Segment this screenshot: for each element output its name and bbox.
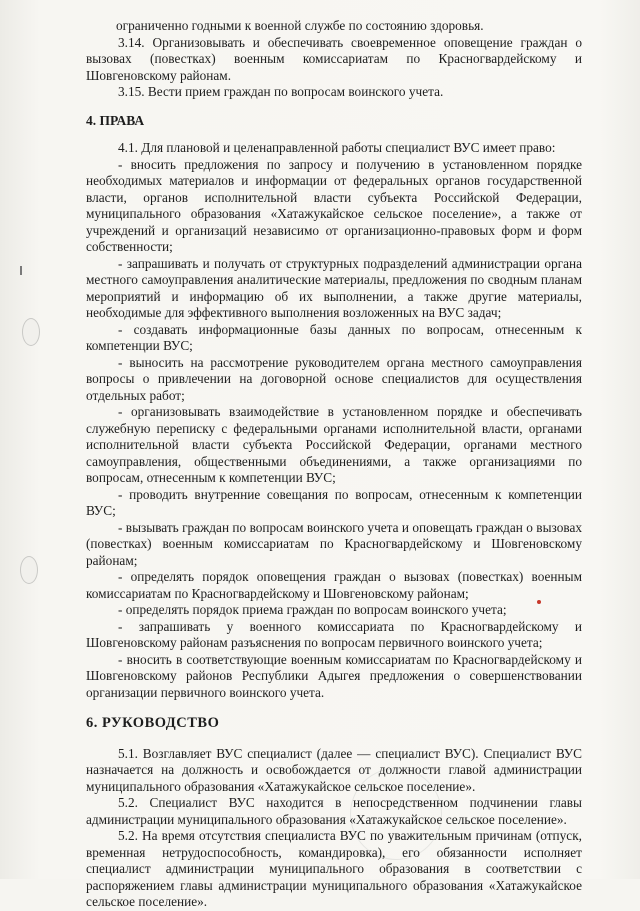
- margin-tick-mark: [20, 266, 22, 275]
- right-item-4: - выносить на рассмотрение руководителем органа местного самоуправления вопросы о привлечении на договорной основе специалистов для осуществления отдельных работ;: [86, 354, 582, 403]
- section-heading-rights: 4. ПРАВА: [86, 112, 145, 128]
- paragraph-continuation: ограниченно годными к военной службе по состоянию здоровья.: [116, 18, 484, 33]
- right-item-2: - запрашивать и получать от структурных подразделений администрации органа местного самоуправления аналитические материалы, предложения по сводным планам мероприятий и информацию об их выполнении, а также другие материалы, необходимые для эффективного выполнения возложенных на ВУС задач;: [86, 255, 582, 320]
- paragraph-4-1: 4.1. Для плановой и целенаправленной работы специалист ВУС имеет право:: [118, 140, 556, 155]
- document-body: [86, 18, 582, 911]
- punch-hole-bottom: [20, 556, 38, 584]
- paragraph-5-2-subordination: 5.2. Специалист ВУС находится в непосредственном подчинении главы администрации муниципального образования «Хатажукайское сельское поселение».: [86, 795, 582, 827]
- right-item-3: - создавать информационные базы данных по вопросам, отнесенным к компетенции ВУС;: [86, 321, 582, 353]
- right-item-9: - определять порядок приема граждан по вопросам воинского учета;: [118, 602, 507, 617]
- right-item-8: - определять порядок оповещения граждан о вызовах (повестках) военным комиссариатам по Красногвардейскому и Шовгеновскому районам;: [86, 569, 582, 601]
- paragraph-3-14: 3.14. Организовывать и обеспечивать своевременное оповещение граждан о вызовах (повестках) военным комиссариатам по Красногвардейскому и Шовгеновскому районам.: [86, 34, 582, 83]
- punch-hole-top: [22, 318, 40, 346]
- right-item-7: - вызывать граждан по вопросам воинского учета и оповещать граждан о вызовах (повестках) военным комиссариатам по Красногвардейскому и Шовгеновскому районам;: [86, 519, 582, 568]
- right-item-10: - запрашивать у военного комиссариата по Красногвардейскому и Шовгеновскому районам разъяснения по вопросам первичного воинского учета;: [86, 618, 582, 650]
- right-item-1: - вносить предложения по запросу и получению в установленном порядке необходимых материалов и информации от федеральных органов государственной власти, органов исполнительной власти субъекта Российской Федерации, муниципального образования «Хатажукайское сельское поселение», а также от учреждений и организаций независимо от организационно-правовых форм и форм собственности;: [86, 156, 582, 254]
- paragraph-5-1: 5.1. Возглавляет ВУС специалист (далее — специалист ВУС). Специалист ВУС назначается на должность и освобождается от должности главой администрации муниципального образования «Хатажукайское сельское поселение».: [86, 745, 582, 794]
- right-item-6: - проводить внутренние совещания по вопросам, отнесенным к компетенции ВУС;: [86, 486, 582, 518]
- right-item-11: - вносить в соответствующие военным комиссариатам по Красногвардейскому и Шовгеновскому районов Республики Адыгея предложения о совершенствовании организации первичного воинского учета.: [86, 651, 582, 700]
- paragraph-3-15: 3.15. Вести прием граждан по вопросам воинского учета.: [118, 84, 444, 99]
- paragraph-5-2-absence: 5.2. На время отсутствия специалиста ВУС по уважительным причинам (отпуск, временная нетрудоспособность, командировка), его обязанности исполняет специалист администрации муниципального образования в соответствии с распоряжением главы администрации муниципального образования «Хатажукайское сельское поселение».: [86, 828, 582, 909]
- section-heading-management: 6. РУКОВОДСТВО: [86, 715, 220, 731]
- right-item-5: - организовывать взаимодействие в установленном порядке и обеспечивать служебную переписку с федеральными органами исполнительной власти, органами исполнительной власти субъекта Российской Федерации, органами местного самоуправления, общественными объединениями, а также организациями по вопросам, отнесенным к компетенции ВУС;: [86, 404, 582, 485]
